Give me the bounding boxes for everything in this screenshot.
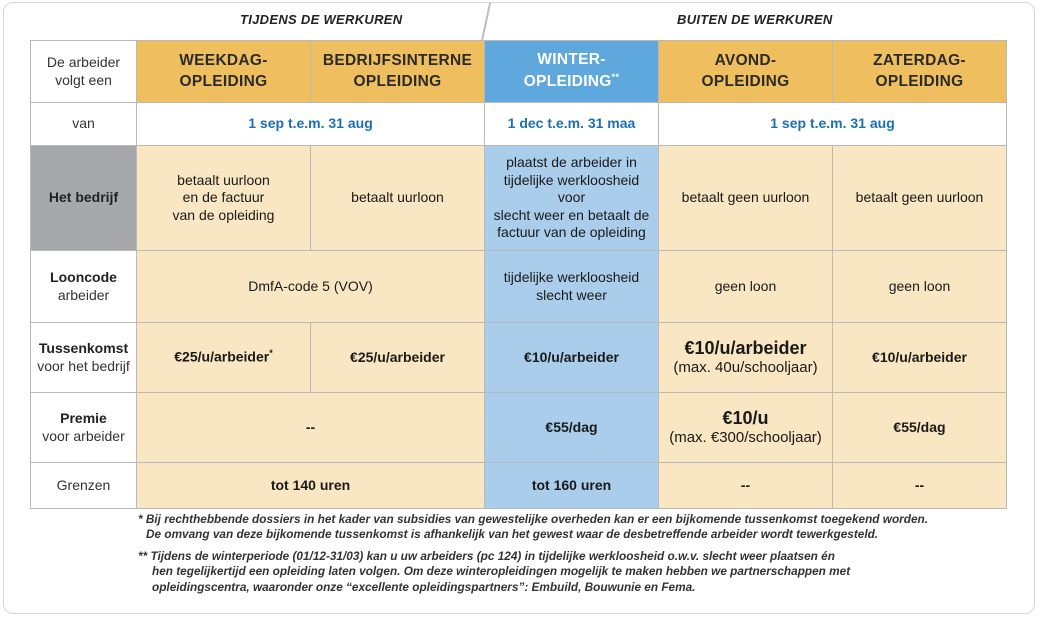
row-label-looncode: Looncode arbeider bbox=[31, 251, 137, 323]
cell-looncode-during: DmfA-code 5 (VOV) bbox=[137, 251, 485, 323]
cell-van-winter: 1 dec t.e.m. 31 maa bbox=[485, 103, 659, 146]
cell-grenzen-avond: -- bbox=[659, 463, 833, 509]
header-row bbox=[31, 41, 1007, 103]
footnote-double: ** Tijdens de winterperiode (01/12-31/03) kan u uw arbeiders (pc 124) in tijdelijke werkloosheid o.w.v. slecht weer plaatsen én hen tegelijkertijd een opleiding laten volgen. Om deze winteropleidingen mogelijk te maken hebben we partnerschappen met opleidingscentra, waaronder onze “excellente opleidingspartners”: Embuild, Bouwunie en Fema. bbox=[138, 549, 851, 594]
cell-looncode-avond: geen loon bbox=[659, 251, 833, 323]
row-looncode bbox=[31, 251, 1007, 323]
col-header-bedrijfsintern: BEDRIJFSINTERNE OPLEIDING bbox=[311, 41, 485, 103]
header-row-label: De arbeider volgt een bbox=[31, 41, 137, 103]
cell-grenzen-zaterdag: -- bbox=[833, 463, 1007, 509]
cell-tussenkomst-avond: €10/u/arbeider (max. 40u/schooljaar) bbox=[659, 323, 833, 393]
row-label-tussenkomst: Tussenkomst voor het bedrijf bbox=[31, 323, 137, 393]
cell-van-during: 1 sep t.e.m. 31 aug bbox=[137, 103, 485, 146]
cell-bedrijf-winter: plaatst de arbeider in tijdelijke werkloosheid voor slecht weer en betaalt de factuur van de opleiding bbox=[485, 146, 659, 251]
cell-looncode-winter: tijdelijke werkloosheid slecht weer bbox=[485, 251, 659, 323]
cell-tussenkomst-intern: €25/u/arbeider bbox=[311, 323, 485, 393]
row-label-premie: Premie voor arbeider bbox=[31, 393, 137, 463]
group-heading-during-work-hours: TIJDENS DE WERKUREN bbox=[240, 12, 403, 27]
cell-grenzen-winter: tot 160 uren bbox=[485, 463, 659, 509]
cell-premie-zaterdag: €55/dag bbox=[833, 393, 1007, 463]
cell-premie-during: -- bbox=[137, 393, 485, 463]
row-label-bedrijf: Het bedrijf bbox=[31, 146, 137, 251]
cell-tussenkomst-weekdag: €25/u/arbeider* bbox=[137, 323, 311, 393]
cell-tussenkomst-zaterdag: €10/u/arbeider bbox=[833, 323, 1007, 393]
row-grenzen bbox=[31, 463, 1007, 509]
row-tussenkomst bbox=[31, 323, 1007, 393]
row-van bbox=[31, 103, 1007, 146]
col-header-weekdag: WEEKDAG- OPLEIDING bbox=[137, 41, 311, 103]
cell-bedrijf-intern: betaalt uurloon bbox=[311, 146, 485, 251]
footnote-marker-double: ** bbox=[611, 71, 620, 82]
row-label-van: van bbox=[31, 103, 137, 146]
col-header-zaterdag: ZATERDAG- OPLEIDING bbox=[833, 41, 1007, 103]
cell-premie-avond: €10/u (max. €300/schooljaar) bbox=[659, 393, 833, 463]
group-heading-outside-work-hours: BUITEN DE WERKUREN bbox=[677, 12, 833, 27]
cell-bedrijf-avond: betaalt geen uurloon bbox=[659, 146, 833, 251]
cell-grenzen-during: tot 140 uren bbox=[137, 463, 485, 509]
footnote-marker-single: * bbox=[269, 348, 273, 359]
col-header-winter: WINTER- OPLEIDING** bbox=[485, 41, 659, 103]
cell-bedrijf-zaterdag: betaalt geen uurloon bbox=[833, 146, 1007, 251]
cell-van-outside: 1 sep t.e.m. 31 aug bbox=[659, 103, 1007, 146]
row-premie bbox=[31, 393, 1007, 463]
cell-tussenkomst-winter: €10/u/arbeider bbox=[485, 323, 659, 393]
row-label-grenzen: Grenzen bbox=[31, 463, 137, 509]
training-comparison-table bbox=[30, 40, 1007, 509]
cell-bedrijf-weekdag: betaalt uurloon en de factuur van de opleiding bbox=[137, 146, 311, 251]
footnote-single: * Bij rechthebbende dossiers in het kader van subsidies van gewestelijke overheden kan er een bijkomende tussenkomst toegekend worden. De omvang van deze bijkomende tussenkomst is afhankelijk van het gewest waar de desbetreffende arbeider wordt tewerkgesteld. bbox=[138, 512, 928, 542]
col-header-avond: AVOND- OPLEIDING bbox=[659, 41, 833, 103]
cell-looncode-zaterdag: geen loon bbox=[833, 251, 1007, 323]
cell-premie-winter: €55/dag bbox=[485, 393, 659, 463]
row-bedrijf bbox=[31, 146, 1007, 251]
